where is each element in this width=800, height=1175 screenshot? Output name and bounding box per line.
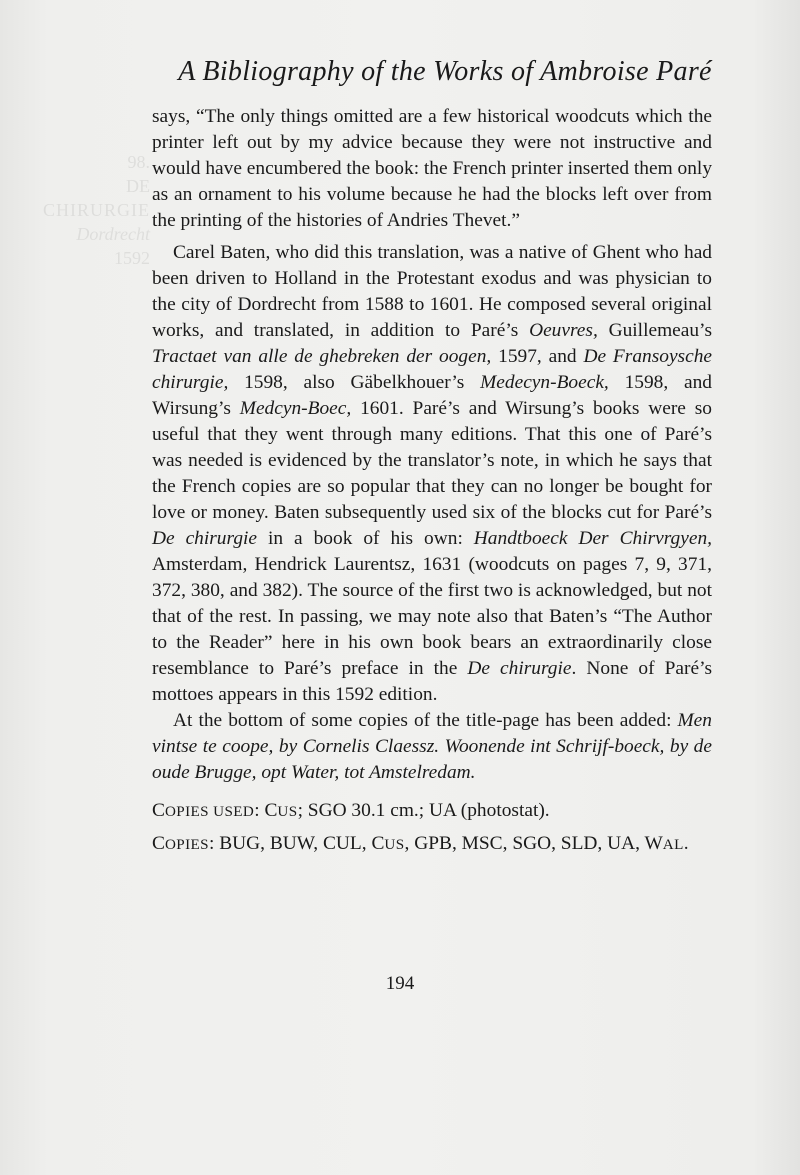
show-through-line: 98.: [127, 152, 150, 172]
show-through-line: Dordrecht: [76, 224, 150, 244]
paragraph-quote: says, “The only things omitted are a few historical woodcuts which the printer left out by my advice because they were not instructive and would have encumbered the book: the French printer inserted them only as an ornament to his volume because he had the blocks left over from the printing of the histories of Andries Thevet.”: [152, 106, 713, 231]
show-through-text: [0, 150, 150, 270]
body-text: [152, 104, 712, 858]
show-through-line: CHIRURGIE: [43, 200, 150, 220]
copies-list: COPIES: BUG, BUW, CUL, CUS, GPB, MSC, SGO, SLD, UA, WAL.: [152, 833, 689, 854]
show-through-line: 1592: [114, 248, 150, 268]
running-head-text: A Bibliography of the Works of Ambroise Paré: [178, 56, 712, 87]
copies-used: COPIES USED: CUS; SGO 30.1 cm.; UA (photostat).: [152, 800, 550, 821]
paragraph-title-page: At the bottom of some copies of the title-page has been added: Men vintse te coope, by Cornelis Claessz. Woonende int Schrijf-boeck, by de oude Brugge, opt Water, tot Amstelredam.: [152, 710, 712, 783]
page-number: 194: [385, 973, 415, 994]
running-head: [175, 56, 715, 88]
paragraph-baten: Carel Baten, who did this translation, was a native of Ghent who had been driven to Holland in the Protestant exodus and was physician to the city of Dordrecht from 1588 to 1601. He composed several original works, and translated, in addition to Paré’s Oeuvres, Guillemeau’s Tractaet van alle de ghebreken der oogen, 1597, and De Fransoysche chirurgie, 1598, also Gäbelkhouer’s Medecyn-Boeck, 1598, and Wirsung’s Medcyn-Boec, 1601. Paré’s and Wirsung’s books were so useful that they went through many editions. That this one of Paré’s was needed is evidenced by the translator’s note, in which he says that the French copies are so popular that they can no longer be bought for love or money. Baten subsequently used six of the blocks cut for Paré’s De chirurgie in a book of his own: Handtboeck Der Chirvrgyen, Amsterdam, Hendrick Laurentsz, 1631 (woodcuts on pages 7, 9, 371, 372, 380, and 382). The source of the first two is acknowledged, but not that of the rest. In passing, we may note also that Baten’s “The Author to the Reader” here in his own book bears an extraordinarily close resemblance to Paré’s preface in the De chirurgie. None of Paré’s mottoes appears in this 1592 edition.: [152, 242, 713, 705]
show-through-line: DE: [126, 176, 150, 196]
